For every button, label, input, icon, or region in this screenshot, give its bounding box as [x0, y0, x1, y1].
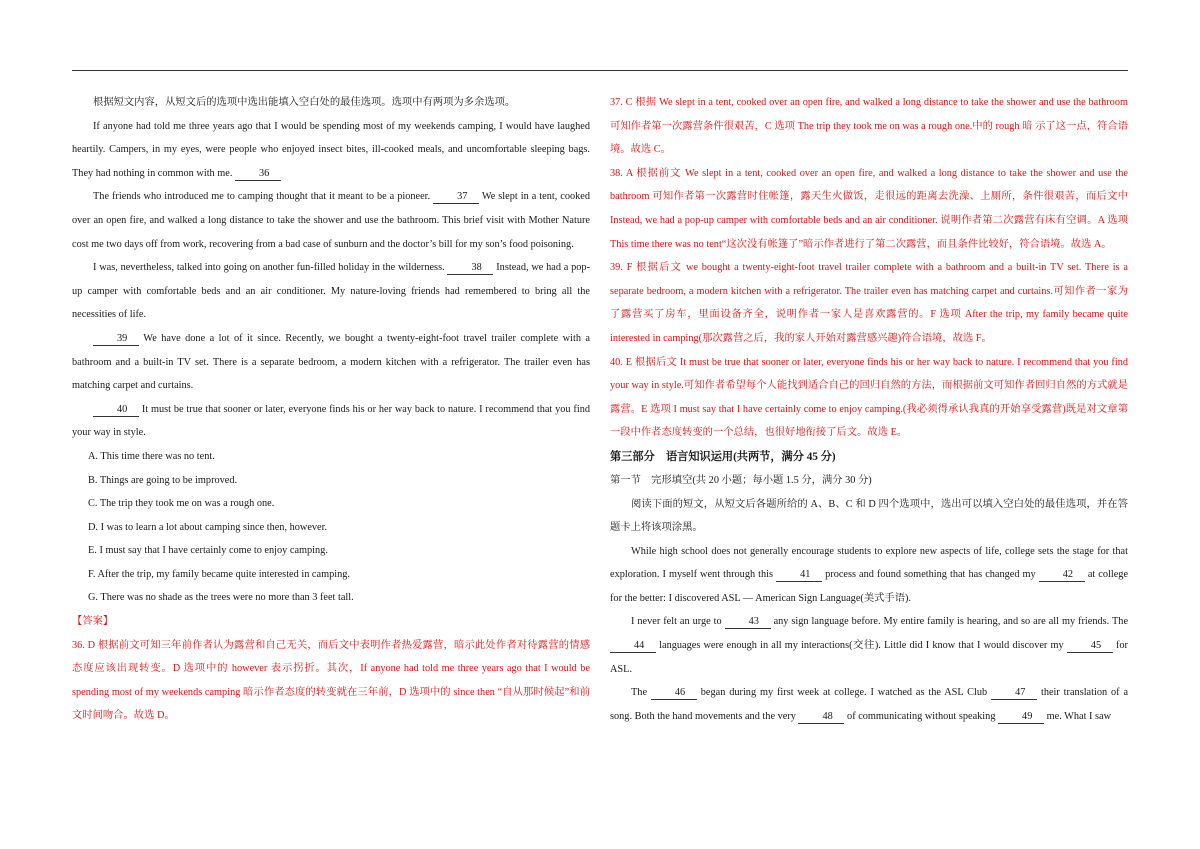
option-e: E. I must say that I have certainly come to enjoy camping.: [88, 545, 328, 557]
option-f: F. After the trip, my family became quite interested in camping.: [88, 568, 350, 580]
option-a: A. This time there was no tent.: [88, 450, 215, 462]
task-instruction: 根据短文内容，从短文后的选项中选出能填入空白处的最佳选项。选项中有两项为多余选项。: [93, 97, 516, 108]
blank-42: 42: [1039, 569, 1085, 582]
blank-43: 43: [725, 616, 771, 629]
left-column: [72, 91, 590, 728]
answer-37: 37. C 根据 We slept in a tent, cooked over an open fire, and walked a long distance to take the shower and use the bathroom 可知作者第一次露营条件很艰苦，C 选项 The trip they took me on was a rough one.中的 rough 暗 示了这一点，符合语境。故选 C。: [610, 97, 1128, 156]
blank-49: 49: [998, 711, 1044, 724]
blank-45: 45: [1067, 640, 1113, 653]
answer-39: 39. F 根据后文 we bought a twenty-eight-foot travel trailer complete with a bathroom and a built-in TV set. There is a separate bedroom, a modern kitchen with a refrigerator. The trailer even has matching carpet and curtains.可知作者一家为了露营买了房车，里面设备齐全，说明作者一家人是喜欢露营的。F 选项 After the trip, my family became quite interested in camping(那次露营之后，我的家人开始对露营感兴趣)符合语境，故选 F。: [610, 262, 1128, 344]
option-g: G. There was no shade as the trees were no more than 3 feet tall.: [88, 592, 354, 604]
option-d: D. I was to learn a lot about camping since then, however.: [88, 521, 328, 533]
cloze-directions: 阅读下面的短文，从短文后各题所给的 A、B、C 和 D 四个选项中，选出可以填入空白处的最佳选项，并在答题卡上将该项涂黑。: [610, 498, 1128, 534]
blank-39: 39: [93, 333, 139, 346]
blank-37: 37: [433, 191, 479, 204]
cloze-paragraph-1: While high school does not generally encourage students to explore new aspects of life, college sets the stage for that exploration. I myself went through this 41 process and found something that has changed my 42 at college for the better: I discovered ASL — American Sign Language(美式手语).: [610, 545, 1129, 604]
header-rule: [72, 70, 1128, 71]
option-b: B. Things are going to be improved.: [88, 474, 238, 486]
option-c: C. The trip they took me on was a rough one.: [88, 498, 275, 510]
blank-47: 47: [991, 687, 1037, 700]
passage-paragraph-5: 40 It must be true that sooner or later, everyone finds his or her way back to nature. I recommend that you find your way in style.: [72, 403, 590, 439]
blank-41: 41: [776, 569, 822, 582]
blank-38: 38: [447, 262, 493, 275]
blank-44: 44: [610, 640, 656, 653]
passage-paragraph-2: The friends who introduced me to camping thought that it meant to be a pioneer. 37 We slept in a tent, cooked over an open fire, and walked a long distance to take the shower and use the bathroom. This brief visit with Mother Nature cost me two days off from work, recovering from a bad case of sunburn and the doctor’s bill for my son’s food poisoning.: [72, 191, 590, 250]
cloze-paragraph-2: I never felt an urge to 43 any sign language before. My entire family is hearing, and so are all my friends. The 44 languages were enough in all my interactions(交往). Little did I know that I would discover my 45 for ASL.: [610, 616, 1129, 675]
passage-paragraph-3: I was, nevertheless, talked into going on another fun-filled holiday in the wilderness. 38 Instead, we had a pop-up camper with comfortable beds and an air conditioner. My nature-loving friends had remembered to bring all the necessities of life.: [72, 262, 591, 321]
answer-36: 36. D 根据前文可知三年前作者认为露营和自己无关，而后文中表明作者热爱露营，暗示此处作者对待露营的情感态度应该出现转变。D 选项中的 however 表示拐折。其次，If anyone had told me three years ago that I would be spending most of my weekends camping 暗示作者态度的转变就在三年前，D 选项中的 since then “自从那时候起”和前文时间吻合。故选 D。: [72, 639, 590, 722]
passage-paragraph-4: 39 We have done a lot of it since. Recently, we bought a twenty-eight-foot travel trailer complete with a bathroom and a built-in TV set. There is a separate bedroom, a modern kitchen with a refrigerator. The trailer even has matching carpet and curtains.: [72, 332, 591, 392]
blank-40: 40: [93, 404, 139, 417]
part-3-heading: 第三部分 语言知识运用(共两节，满分 45 分): [610, 450, 836, 463]
answer-38: 38. A 根据前文 We slept in a tent, cooked over an open fire, and walked a long distance to take the shower and use the bathroom 可知作者第一次露营时住帐篷，露天生火做饭，走很远的距离去洗澡、上厕所，条件很艰苦，而后文中 Instead, we had a pop-up camper with comfortable beds and an air conditioner. 说明作者第二次露营有床有空调。A 选项 This time there was no tent“这次没有帐篷了”暗示作者进行了第二次露营，而且条件比较好，符合语境。故选 A。: [610, 167, 1128, 250]
passage-paragraph-1: If anyone had told me three years ago that I would be spending most of my weekends camping, I would have laughed heartily. Campers, in my eyes, were people who enjoyed insect bites, ill-cooked meals, and uncomfortable sleeping bags. They had nothing in common with me. 36: [72, 120, 590, 179]
cloze-paragraph-3: The 46 began during my first week at college. I watched as the ASL Club 47 their translation of a song. Both the hand movements and the very 48 of communicating without speaking 49 me. What I saw: [610, 687, 1129, 722]
answer-40: 40. E 根据后文 It must be true that sooner or later, everyone finds his or her way back to nature. I recommend that you find your way in style.可知作者希望每个人能找到适合自己的回归自然的方法，而根据前文可知作者回归自然的方式就是露营。E 选项 I must say that I have certainly come to enjoy camping.(我必须得承认我真的开始享受露营)既是对文章第一段中作者态度转变的一个总结，也很好地衔接了后文。故选 E。: [610, 356, 1128, 439]
blank-46: 46: [651, 687, 697, 700]
section-1-heading: 第一节 完形填空(共 20 小题；每小题 1.5 分，满分 30 分): [610, 474, 872, 486]
right-column: [610, 91, 1128, 728]
answer-label: 【答案】: [72, 616, 114, 628]
blank-48: 48: [798, 711, 844, 724]
blank-36: 36: [235, 168, 281, 181]
